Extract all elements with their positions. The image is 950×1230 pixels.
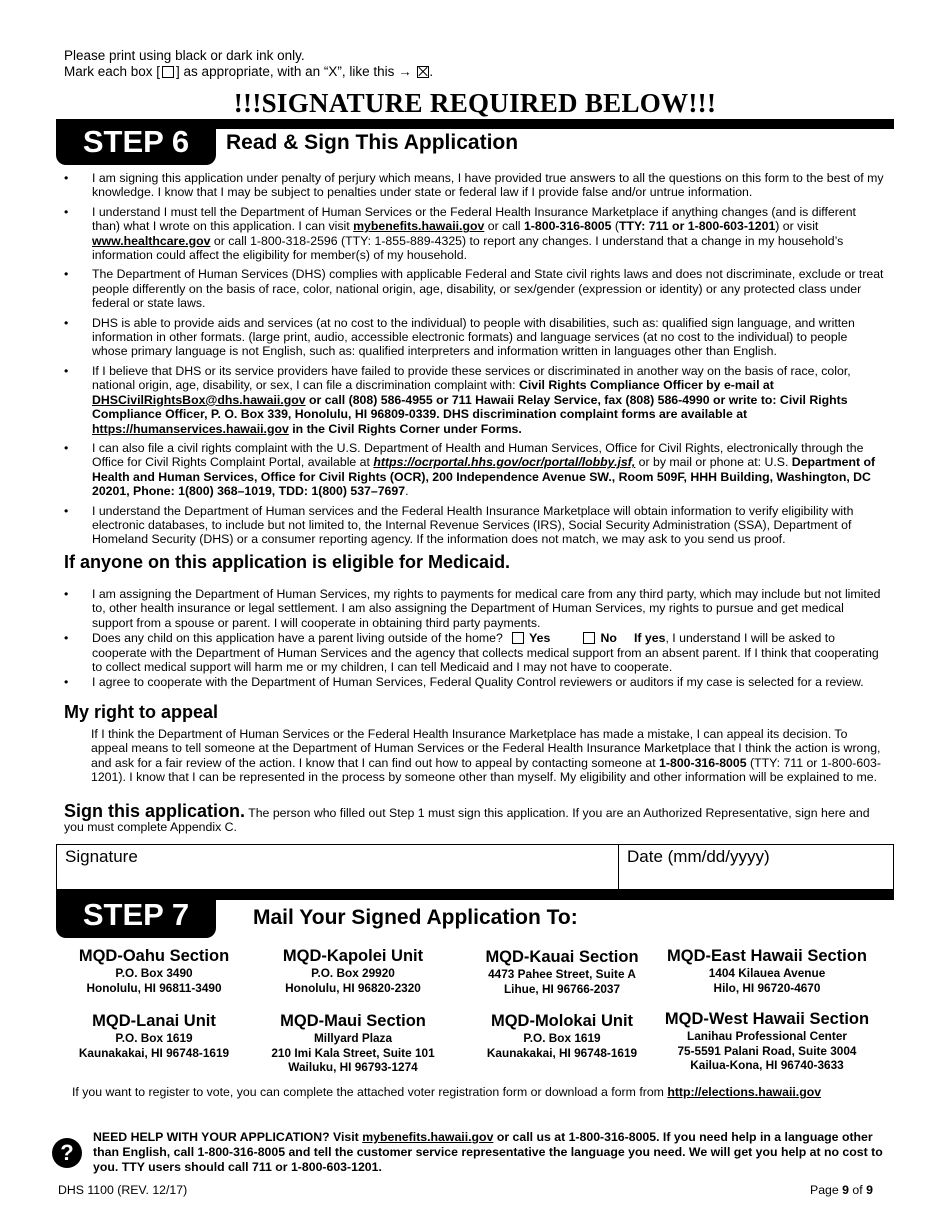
list-item: • I agree to cooperate with the Department of Human Services, Federal Quality Control reviewers or auditors if my case is selected for a review. <box>64 675 886 689</box>
form-number: DHS 1100 (REV. 12/17) <box>58 1183 188 1197</box>
healthcare-gov-link[interactable]: www.healthcare.gov <box>92 233 211 248</box>
list-item: • I am assigning the Department of Human Services, my rights to payments for medical care from any third party, which may include but not limited to, other health insurance or legal settlement. I am also assigning the Department of Human Services, my rights to pursue and get medical support from a spouse or parent. I will cooperate in obtaining third party payments. <box>64 587 886 630</box>
ocr-portal-link[interactable]: https://ocrportal.hhs.gov/ocr/portal/lobby.jsf, <box>373 455 636 470</box>
help-text: NEED HELP WITH YOUR APPLICATION? Visit mybenefits.hawaii.gov or call us at 1-800-316-8005. If you need help in a language other than English, call 1-800-316-8005 and tell the customer service representative the language you need. We will get you help at no cost to you. TTY users should call 711 or 1-800-603-1201. <box>93 1130 883 1174</box>
humanservices-link[interactable]: https://humanservices.hawaii.gov <box>92 421 289 436</box>
office-molokai: MQD-Molokai Unit P.O. Box 1619 Kaunakakai, HI 96748-1619 <box>486 1012 638 1060</box>
elections-link[interactable]: http://elections.hawaii.gov <box>667 1085 822 1099</box>
office-east-hawaii: MQD-East Hawaii Section 1404 Kilauea Avenue Hilo, HI 96720-4670 <box>667 947 867 995</box>
help-mybenefits-link[interactable]: mybenefits.hawaii.gov <box>362 1130 494 1144</box>
mark-instruction: Mark each box [ ] as appropriate, with an “X”, like this → . <box>64 64 434 79</box>
step7-title: Mail Your Signed Application To: <box>253 906 578 929</box>
date-field[interactable]: Date (mm/dd/yyyy) <box>627 847 770 866</box>
sign-heading: Sign this application. <box>64 801 246 821</box>
parent-outside-yes-checkbox[interactable] <box>512 632 524 644</box>
office-oahu: MQD-Oahu Section P.O. Box 3490 Honolulu, HI 96811-3490 <box>78 947 230 995</box>
parent-outside-no-checkbox[interactable] <box>583 632 595 644</box>
office-west-hawaii: MQD-West Hawaii Section Lanihau Professional Center 75-5591 Palani Road, Suite 3004 Kailua-Kona, HI 96740-3633 <box>664 1010 870 1072</box>
office-kauai: MQD-Kauai Section 4473 Pahee Street, Suite A Lihue, HI 96766-2037 <box>485 948 639 996</box>
page-number: Page 9 of 9 <box>810 1183 873 1197</box>
signature-box <box>56 844 894 890</box>
list-item: • I am signing this application under penalty of perjury which means, I have provided true answers to all the questions on this form to the best of my knowledge. I know that I may be subject to penalties under state or federal law if I provide false and/or untrue information. <box>64 171 886 200</box>
signature-required-banner: !!!SIGNATURE REQUIRED BELOW!!! <box>233 88 717 118</box>
step6-tab: STEP 6 <box>56 119 216 165</box>
appeal-heading: My right to appeal <box>64 702 219 722</box>
office-maui: MQD-Maui Section Millyard Plaza 210 Imi Kala Street, Suite 101 Wailuku, HI 96793-1274 <box>271 1012 435 1074</box>
appeal-text: If I think the Department of Human Services or the Federal Health Insurance Marketplace has made a mistake, I can appeal its decision. To appeal means to tell someone at the Department of Human Services or the Federal Health Insurance Marketplace that I think the action is wrong, and ask for a fair review of the action. I know that I can find out how to appeal by contacting someone at 1-800-316-8005 (TTY: 711 or 1-800-603-1201). I know that I can be represented in the process by someone other than myself. My eligibility and other information will be explained to me. <box>91 727 881 785</box>
voter-registration-note: If you want to register to vote, you can complete the attached voter registration form or download a form from http://elections.hawaii.gov <box>72 1085 822 1099</box>
ink-instruction: Please print using black or dark ink only. <box>64 48 305 63</box>
list-item: • If I believe that DHS or its service providers have failed to provide these services or discriminated in another way on the basis of race, color, national origin, age, disability, or sex, I can file a discrimination complaint with: Civil Rights Compliance Officer by e-mail at DHSCivilRightsBox@dhs.hawaii.gov or call (808) 586-4955 or 711 Hawaii Relay Service, fax (808) 586-4990 or write to: Civil Rights Compliance Officer, P. O. Box 339, Honolulu, HI 96809-0339. DHS discrimination complaint forms are available at https://humanservices.hawaii.gov in the Civil Rights Corner under Forms. <box>64 364 886 436</box>
office-lanai: MQD-Lanai Unit P.O. Box 1619 Kaunakakai, HI 96748-1619 <box>78 1012 230 1060</box>
list-item: • DHS is able to provide aids and services (at no cost to the individual) to people with disabilities, such as: qualified sign language, and written information in other formats. (large print, audio, accessible electronic formats) and language services (at no cost to the individual) to people whose primary language is not English, such as: qualified interpreters and information written in languages other than English. <box>64 316 886 359</box>
step6-title: Read & Sign This Application <box>226 131 519 154</box>
help-icon: ? <box>52 1138 82 1168</box>
medicaid-heading: If anyone on this application is eligible for Medicaid. <box>64 552 511 572</box>
civil-rights-email-link[interactable]: DHSCivilRightsBox@dhs.hawaii.gov <box>92 392 306 407</box>
signature-field[interactable]: Signature <box>57 845 619 889</box>
medicaid-statements <box>64 587 886 695</box>
list-item: • I understand the Department of Human services and the Federal Health Insurance Marketplace will obtain information to verify eligibility with electronic databases, to include but not limited to, the Internal Revenue Services (IRS), Social Security Administration (SSA), Department of Homeland Security (DHS) or a consumer reporting agency. If the information does not match, we may ask to you send us proof. <box>64 504 886 547</box>
list-item: • I can also file a civil rights complaint with the U.S. Department of Health and Human Services, Office for Civil Rights, electronically through the Office for Civil Rights Complaint Portal, available at https://ocrportal.hhs.gov/ocr/portal/lobby.jsf, or by mail or phone at: U.S. Department of Health and Human Services, Office for Civil Rights (OCR), 200 Independence Avenue SW., Room 509F, HHH Building, Washington, DC 20201, Phone: 1(800) 368–1019, TDD: 1(800) 537–7697. <box>64 441 886 499</box>
list-item: • Does any child on this application have a parent living outside of the home? Yes No If yes, I understand I will be asked to cooperate with the Department of Human Services and the agency that collects medical support from an absent parent. If I think that cooperating to collect medical support will harm me or my children, I can tell Medicaid and I may not have to cooperate. <box>64 631 886 674</box>
step6-statements <box>64 171 886 552</box>
checked-box-icon <box>417 66 429 78</box>
step7-tab: STEP 7 <box>56 892 216 938</box>
empty-checkbox-icon <box>162 66 174 78</box>
mybenefits-link[interactable]: mybenefits.hawaii.gov <box>353 219 485 234</box>
office-kapolei: MQD-Kapolei Unit P.O. Box 29920 Honolulu, HI 96820-2320 <box>282 947 424 995</box>
print-instructions <box>64 48 433 80</box>
list-item: • The Department of Human Services (DHS) complies with applicable Federal and State civil rights laws and does not discriminate, exclude or treat people differently on the basis of race, color, national origin, age, disability, or sex/gender (expression or identity) or any protected class under federal or state laws. <box>64 267 886 310</box>
sign-instructions: Sign this application. The person who filled out Step 1 must sign this application. If you are an Authorized Representative, sign here and you must complete Appendix C. <box>64 801 870 835</box>
list-item: • I understand I must tell the Department of Human Services or the Federal Health Insurance Marketplace if anything changes (and is different than) what I wrote on this application. I can visit mybenefits.hawaii.gov or call 1-800-316-8005 (TTY: 711 or 1-800-603-1201) or visit www.healthcare.gov or call 1-800-318-2596 (TTY: 1-855-889-4325) to report any changes. I understand that a change in my household’s information could affect the eligibility for member(s) of my household. <box>64 205 886 263</box>
